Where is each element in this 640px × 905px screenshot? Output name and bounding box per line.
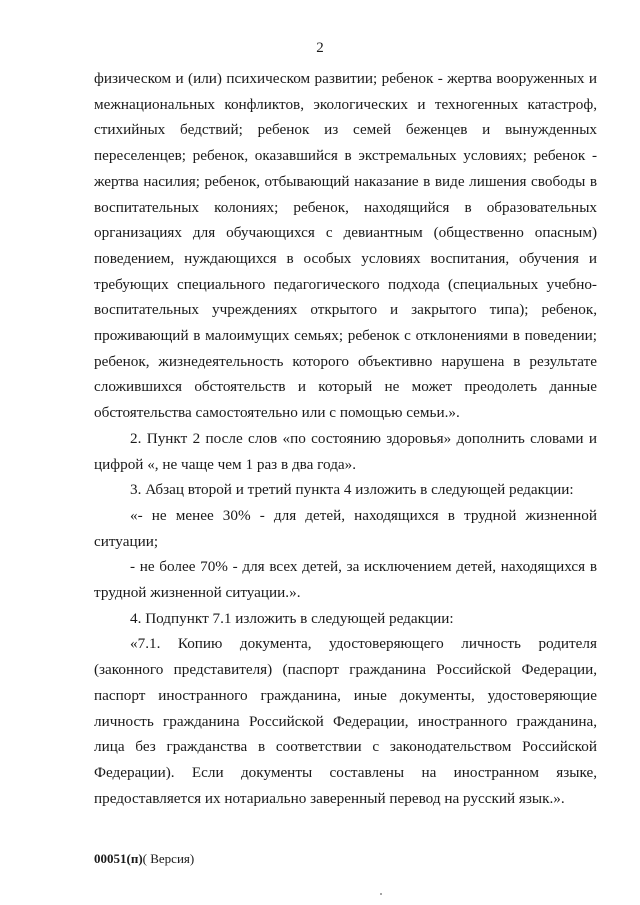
paragraph-item-2: 2. Пункт 2 после слов «по состоянию здоровья» дополнить словами и цифрой «, не чаще чем 1 раз в два года».	[94, 429, 597, 473]
scan-speck	[380, 893, 382, 895]
document-footer	[94, 851, 194, 867]
footer-version: ( Версия)	[142, 851, 195, 866]
paragraph-quote-70: - не более 70% - для всех детей, за исключением детей, находящихся в трудной жизненной ситуации.».	[94, 558, 597, 602]
footer-code: 00051(п)	[94, 851, 143, 866]
paragraph-continuation: физическом и (или) психическом развитии; ребенок - жертва вооруженных и межнациональных конфликтов, экологических и техногенных катастроф, стихийных бедствий; ребенок из семей беженцев и вынужденных переселенцев; ребенок, оказавшийся в экстремальных условиях; ребенок - жертва насилия; ребенок, отбывающий наказание в виде лишения свободы в воспитательных колониях; ребенок, находящийся в образовательных организациях для обучающихся с девиантным (общественно опасным) поведением, нуждающихся в особых условиях воспитания, обучения и требующих специального педагогического подхода (специальных учебно-воспитательных учреждениях открытого и закрытого типа); ребенок, проживающий в малоимущих семьях; ребенок с отклонениями в поведении; ребенок, жизнедеятельность которого объективно нарушена в результате сложившихся обстоятельств и который не может преодолеть данные обстоятельства самостоятельно или с помощью семьи.».	[94, 70, 597, 422]
paragraph-quote-7-1: «7.1. Копию документа, удостоверяющего личность родителя (законного представителя) (паспорт гражданина Российской Федерации, паспорт иностранного гражданина, иные документы, удостоверяющие личность гражданина Российской Федерации, иностранного гражданина, лица без гражданства в соответствии с законодательством Российской Федерации). Если документы составлены на иностранном языке, предоставляется их нотариально заверенный перевод на русский язык.».	[94, 635, 597, 807]
paragraph-item-3: 3. Абзац второй и третий пункта 4 изложить в следующей редакции:	[130, 481, 574, 499]
paragraph-item-4: 4. Подпункт 7.1 изложить в следующей редакции:	[130, 609, 454, 627]
document-body	[94, 66, 597, 811]
page-number: 2	[316, 40, 324, 56]
paragraph-quote-30: «- не менее 30% - для детей, находящихся в трудной жизненной ситуации;	[94, 506, 597, 550]
